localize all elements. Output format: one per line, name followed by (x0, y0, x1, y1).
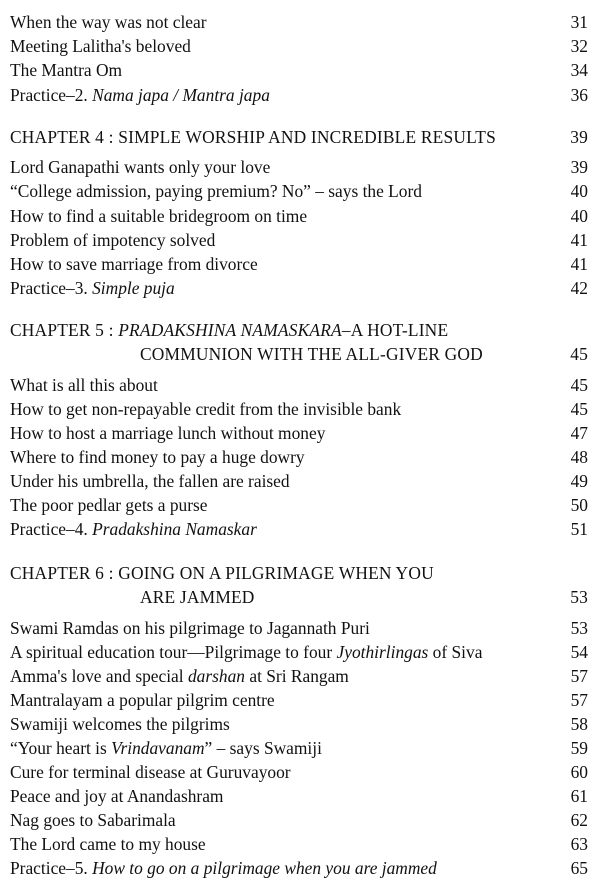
entry-page: 36 (570, 85, 588, 105)
entry-title: Lord Ganapathi wants only your love (10, 157, 271, 177)
entry-text-italic: Jyothirlingas (336, 642, 429, 662)
entry-page: 31 (570, 12, 588, 32)
entry-title: How to host a marriage lunch without money (10, 423, 326, 443)
entry-page: 54 (570, 642, 588, 662)
chapter-title-line2: ARE JAMMED (140, 587, 255, 607)
entry-title: The poor pedlar gets a purse (10, 495, 208, 515)
entry-page: 41 (570, 254, 588, 274)
entry-page: 39 (570, 157, 588, 177)
chapter-page: 39 (570, 127, 588, 147)
entry-title (10, 84, 270, 106)
entry-title: Swamiji welcomes the pilgrims (10, 714, 230, 734)
entry-title: What is all this about (10, 375, 158, 395)
practice-title: How to go on a pilgrimage when you are jammed (92, 858, 437, 878)
entry-page: 53 (570, 618, 588, 638)
entry-text-prefix: A spiritual education tour—Pilgrimage to four (10, 642, 333, 662)
practice-title: Nama japa / Mantra japa (92, 85, 270, 105)
entry-page: 51 (570, 519, 588, 539)
entry-page: 57 (570, 666, 588, 686)
entry-page: 49 (570, 471, 588, 491)
entry-text-suffix: at Sri Rangam (249, 666, 349, 686)
entry-text-suffix: of Siva (432, 642, 483, 662)
entry-title: The Mantra Om (10, 60, 123, 80)
entry-page: 65 (570, 858, 588, 878)
practice-title: Simple puja (92, 278, 175, 298)
entry-page: 58 (570, 714, 588, 734)
entry-title: When the way was not clear (10, 12, 207, 32)
entry-title: Nag goes to Sabarimala (10, 810, 176, 830)
entry-title: Problem of impotency solved (10, 230, 216, 250)
entry-title: Cure for terminal disease at Guruvayoor (10, 762, 291, 782)
chapter-title-line2: COMMUNION WITH THE ALL-GIVER GOD (140, 344, 483, 364)
chapter-title: CHAPTER 4 : SIMPLE WORSHIP AND INCREDIBLE RESULTS (10, 127, 497, 147)
entry-page: 57 (570, 690, 588, 710)
practice-title: Pradakshina Namaskar (92, 519, 257, 539)
practice-label: Practice–5. (10, 858, 88, 878)
entry-page: 50 (570, 495, 588, 515)
entry-title: Meeting Lalitha's beloved (10, 36, 191, 56)
entry-title: Swami Ramdas on his pilgrimage to Jagannath Puri (10, 618, 370, 638)
entry-title (10, 641, 482, 663)
entry-title: How to save marriage from divorce (10, 254, 258, 274)
entry-page: 61 (570, 786, 588, 806)
chapter-prefix: CHAPTER 5 : (10, 320, 114, 340)
entry-page: 62 (570, 810, 588, 830)
entry-title: “College admission, paying premium? No” – says the Lord (10, 181, 422, 201)
entry-page: 32 (570, 36, 588, 56)
entry-title (10, 277, 175, 299)
entry-title (10, 737, 322, 759)
entry-page: 45 (570, 399, 588, 419)
entry-title: The Lord came to my house (10, 834, 206, 854)
entry-page: 47 (570, 423, 588, 443)
practice-label: Practice–2. (10, 85, 88, 105)
chapter-page: 53 (570, 587, 588, 607)
entry-page: 34 (570, 60, 588, 80)
practice-label: Practice–4. (10, 519, 88, 539)
practice-label: Practice–3. (10, 278, 88, 298)
entry-text-prefix: “Your heart is (10, 738, 107, 758)
chapter-page: 45 (570, 344, 588, 364)
entry-title: Where to find money to pay a huge dowry (10, 447, 305, 467)
entry-text-prefix: Amma's love and special (10, 666, 184, 686)
entry-title (10, 857, 437, 879)
entry-page: 42 (570, 278, 588, 298)
entry-page: 63 (570, 834, 588, 854)
entry-title: Peace and joy at Anandashram (10, 786, 224, 806)
entry-page: 40 (570, 181, 588, 201)
chapter-title: CHAPTER 6 : GOING ON A PILGRIMAGE WHEN YOU (10, 563, 434, 583)
entry-page: 45 (570, 375, 588, 395)
entry-page: 48 (570, 447, 588, 467)
entry-text-italic: darshan (187, 666, 245, 686)
entry-page: 60 (570, 762, 588, 782)
entry-page: 59 (570, 738, 588, 758)
entry-title: Mantralayam a popular pilgrim centre (10, 690, 275, 710)
entry-text-italic: Vrindavanam (111, 738, 205, 758)
chapter-title (10, 319, 448, 341)
entry-title: How to get non-repayable credit from the invisible bank (10, 399, 402, 419)
entry-title (10, 665, 349, 687)
entry-title: Under his umbrella, the fallen are raised (10, 471, 290, 491)
entry-page: 41 (570, 230, 588, 250)
entry-page: 40 (570, 206, 588, 226)
chapter-rest: –A HOT-LINE (341, 320, 449, 340)
entry-text-suffix: ” – says Swamiji (204, 738, 322, 758)
entry-title (10, 518, 257, 540)
entry-title: How to find a suitable bridegroom on time (10, 206, 308, 226)
chapter-italic: PRADAKSHINA NAMASKARA (118, 320, 342, 340)
